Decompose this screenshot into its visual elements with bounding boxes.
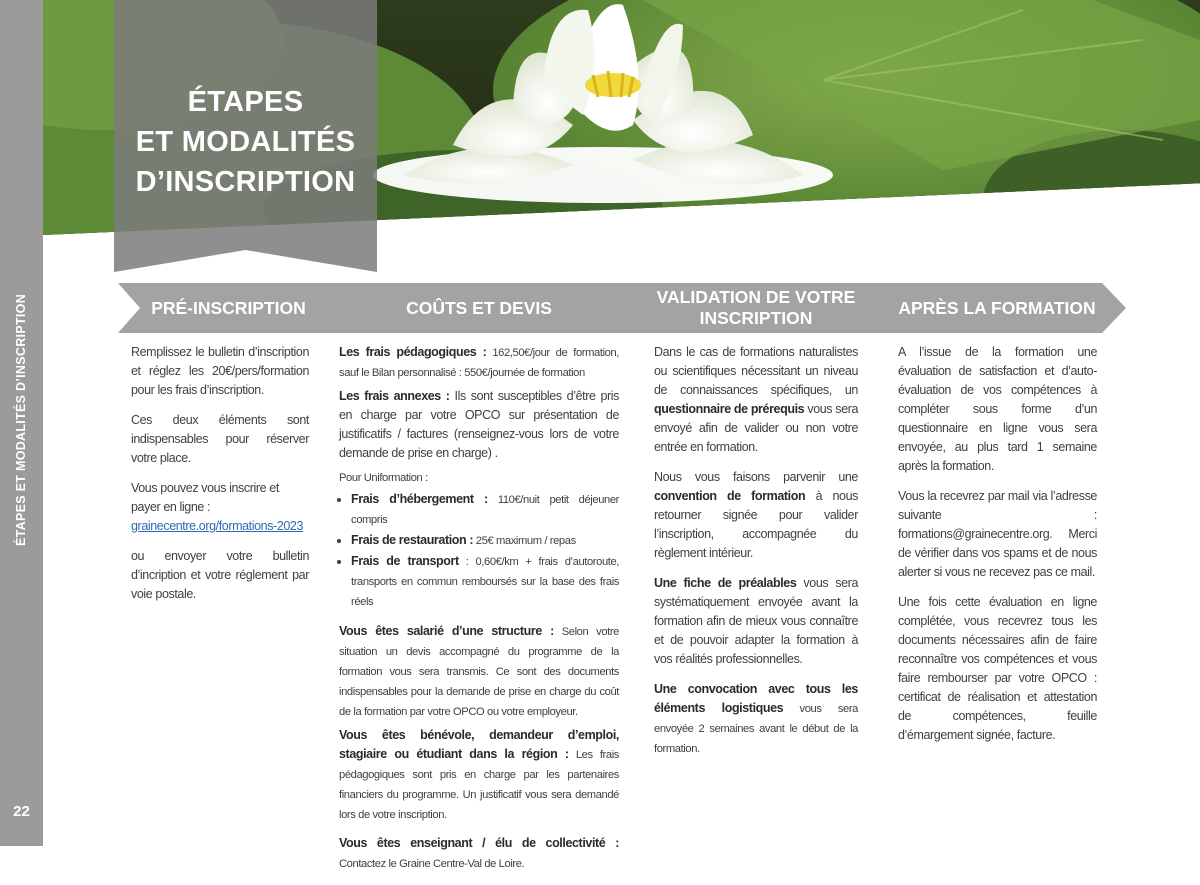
paragraph: Ces deux éléments sont indispensables pour réserver votre place.: [131, 413, 309, 465]
column-validation: [654, 343, 858, 770]
step-validation: [620, 283, 892, 333]
step-label: PRÉ-INSCRIPTION: [151, 297, 306, 318]
paragraph: Vous êtes salarié d’une structure : Selon votre situation un devis accompagné du programme de la formation vous sera transmis. Ce sont des documents indispensables pour la demande de prise en charge du coût de la formation par votre OPCO ou votre employeur.: [339, 624, 619, 718]
side-section-label: ÉTAPES ET MODALITÉS D’INSCRIPTION: [14, 293, 28, 547]
paragraph: Les frais pédagogiques : 162,50€/jour de formation, sauf le Bilan personnalisé : 550€/journée de formation: [339, 345, 620, 379]
title-line-2: ET MODALITÉS: [135, 126, 356, 158]
paragraph: Vous êtes enseignant / élu de collectivité : Contactez le Graine Centre-Val de Loire.: [339, 836, 619, 870]
column-apres-formation: [898, 343, 1097, 756]
paragraph: Remplissez le bulletin d’inscription et réglez les 20€/pers/formation pour les frais d’inscription.: [131, 345, 309, 397]
frais-list: [339, 490, 619, 612]
title-line-1: ÉTAPES: [187, 86, 304, 118]
paragraph: Une fiche de préalables vous sera systématiquement envoyée avant la formation afin de mieux vous connaître et de pouvoir adapter la formation à vos réalités professionnelles.: [654, 576, 858, 666]
paragraph: Les frais annexes : Ils sont susceptibles d’être pris en charge par votre OPCO sur présentation de justificatifs / factures (renseignez-vous lors de votre demande de prise en charge) .: [339, 389, 619, 460]
formations-link[interactable]: grainecentre.org/formations-2023: [131, 519, 304, 533]
title-line-3: D’INSCRIPTION: [135, 166, 356, 198]
paragraph: Vous la recevrez par mail via l’adresse suivante : formations@grainecentre.org. Merci de vérifier dans vos spams et de nous alerter si vous ne recevez pas ce mail.: [898, 489, 1097, 579]
step-label: COÛTS ET DEVIS: [406, 297, 552, 318]
list-item: • Frais de restauration : 25€ maximum / repas: [351, 531, 619, 551]
page-title: [114, 82, 377, 202]
column-pre-inscription: [131, 343, 309, 615]
info-intro: Pour Uniformation :: [339, 472, 428, 484]
paragraph: ou envoyer votre bulletin d’incription et votre réglement par voie postale.: [131, 549, 309, 601]
list-item: • Frais de transport : 0,60€/km + frais d’autoroute, transports en commun remboursés sur la base des frais réels: [351, 552, 619, 612]
paragraph: Une convocation avec tous les éléments logistiques vous sera envoyée 2 semaines avant le début de la formation.: [654, 682, 858, 755]
paragraph: Nous vous faisons parvenir une convention de formation à nous retourner signée pour valider l’inscription, accompagnée du règlement intérieur.: [654, 470, 858, 560]
step-label: APRÈS LA FORMATION: [898, 297, 1096, 318]
step-pre-inscription: [118, 283, 338, 333]
list-item: • Frais d’hébergement : 110€/nuit petit déjeuner compris: [351, 490, 619, 530]
paragraph: Une fois cette évaluation en ligne complétée, vous recevrez tous les documents nécessaires afin de faire reconnaître vos compétences et vous faire rembourser par votre OPCO : certificat de réalisation et attestation de compétences, feuille d’émargement signée, facture.: [898, 595, 1097, 742]
step-couts-devis: [312, 283, 646, 333]
step-apres-formation: [866, 283, 1126, 333]
step-label: VALIDATION DE VOTRE INSCRIPTION: [656, 287, 856, 328]
page-number: 22: [13, 803, 30, 820]
paragraph: Dans le cas de formations naturalistes ou scientifiques nécessitant un niveau de connaissances spécifiques, un questionnaire de prérequis vous sera envoyé afin de valider ou non votre entrée en formation.: [654, 345, 859, 454]
column-couts-devis: [339, 343, 619, 885]
paragraph: Vous pouvez vous inscrire et payer en ligne : grainecentre.org/formations-2023: [131, 481, 304, 533]
paragraph: A l’issue de la formation une évaluation de satisfaction et d’auto-évaluation de vos compétences à compléter sous forme d’un questionnaire en ligne vous sera envoyée, au plus tard 1 semaine après la formation.: [898, 345, 1097, 473]
title-box: [114, 0, 377, 272]
paragraph: Vous êtes bénévole, demandeur d’emploi, stagiaire ou étudiant dans la région : Les frais pédagogiques sont pris en charge par les partenaires financiers du programme. Un justificatif vous sera demandé lors de votre inscription.: [339, 728, 619, 821]
